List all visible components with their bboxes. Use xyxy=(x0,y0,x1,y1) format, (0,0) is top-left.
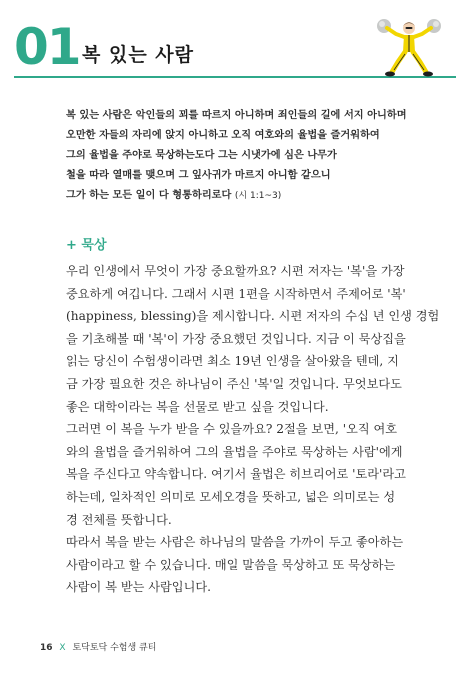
body-line: 와의 율법을 즐거워하여 그의 율법을 주야로 묵상하는 사람'에게 xyxy=(66,444,403,459)
page-footer xyxy=(40,640,156,653)
body-line: 읽는 당신이 수험생이라면 최소 19년 인생을 살아왔을 텐데, 지 xyxy=(66,354,399,369)
body-line: 을 기초해볼 때 '복'이 가장 중요했던 것입니다. 지금 이 묵상집을 xyxy=(66,331,406,346)
body-line: 사람이 복 받는 사람입니다. xyxy=(66,580,212,595)
body-line: 경 전체를 뜻합니다. xyxy=(66,512,172,527)
body-line: 금 가장 필요한 것은 하나님이 주신 '복'일 것입니다. 무엇보다도 xyxy=(66,376,402,391)
body-line: 복을 주신다고 약속합니다. 여기서 율법은 히브리어로 '토라'라고 xyxy=(66,467,406,482)
scripture-verse xyxy=(66,106,426,206)
body-line: (happiness, blessing)을 제시합니다. 시편 저자의 수십 년 인생 경험 xyxy=(66,309,440,324)
verse-reference: (시 1:1~3) xyxy=(234,191,282,201)
meditation-heading: + 묵상 xyxy=(66,238,107,253)
body-line: 중요하게 여깁니다. 그래서 시편 1편을 시작하면서 주제어로 '복' xyxy=(66,286,406,301)
footer-separator: X xyxy=(59,643,66,653)
verse-line-last xyxy=(66,186,426,206)
meditation-body xyxy=(66,260,440,599)
verse-line: 복 있는 사람은 악인들의 꾀를 따르지 아니하며 죄인들의 길에 서지 아니하며 xyxy=(66,110,407,121)
dancing-figure-illustration xyxy=(374,14,444,80)
chapter-header xyxy=(14,20,456,78)
chapter-number: 01 xyxy=(14,18,80,76)
body-line: 따라서 복을 받는 사람은 하나님의 말씀을 가까이 두고 좋아하는 xyxy=(66,535,404,550)
body-line: 좋은 대학이라는 복을 선물로 받고 싶을 것입니다. xyxy=(66,399,329,414)
book-title: 토닥토닥 수험생 큐티 xyxy=(72,643,157,653)
body-line: 그러면 이 복을 누가 받을 수 있을까요? 2절을 보면, '오직 여호 xyxy=(66,422,398,437)
verse-line-text: 그가 하는 모든 일이 다 형통하리로다 xyxy=(66,190,232,201)
page-number: 16 xyxy=(40,643,53,653)
verse-line: 철을 따라 열매를 맺으며 그 잎사귀가 마르지 아니함 같으니 xyxy=(66,170,331,181)
verse-line: 그의 율법을 주야로 묵상하는도다 그는 시냇가에 심은 나무가 xyxy=(66,150,337,161)
body-line: 우리 인생에서 무엇이 가장 중요할까요? 시편 저자는 '복'을 가장 xyxy=(66,264,405,278)
body-line: 하는데, 일차적인 의미로 모세오경을 뜻하고, 넓은 의미로는 성 xyxy=(66,489,396,504)
verse-line: 오만한 자들의 자리에 앉지 아니하고 오직 여호와의 율법을 즐거워하여 xyxy=(66,130,380,141)
chapter-title: 복 있는 사람 xyxy=(82,44,194,66)
body-line: 사람이라고 할 수 있습니다. 매일 말씀을 묵상하고 또 묵상하는 xyxy=(66,557,396,572)
